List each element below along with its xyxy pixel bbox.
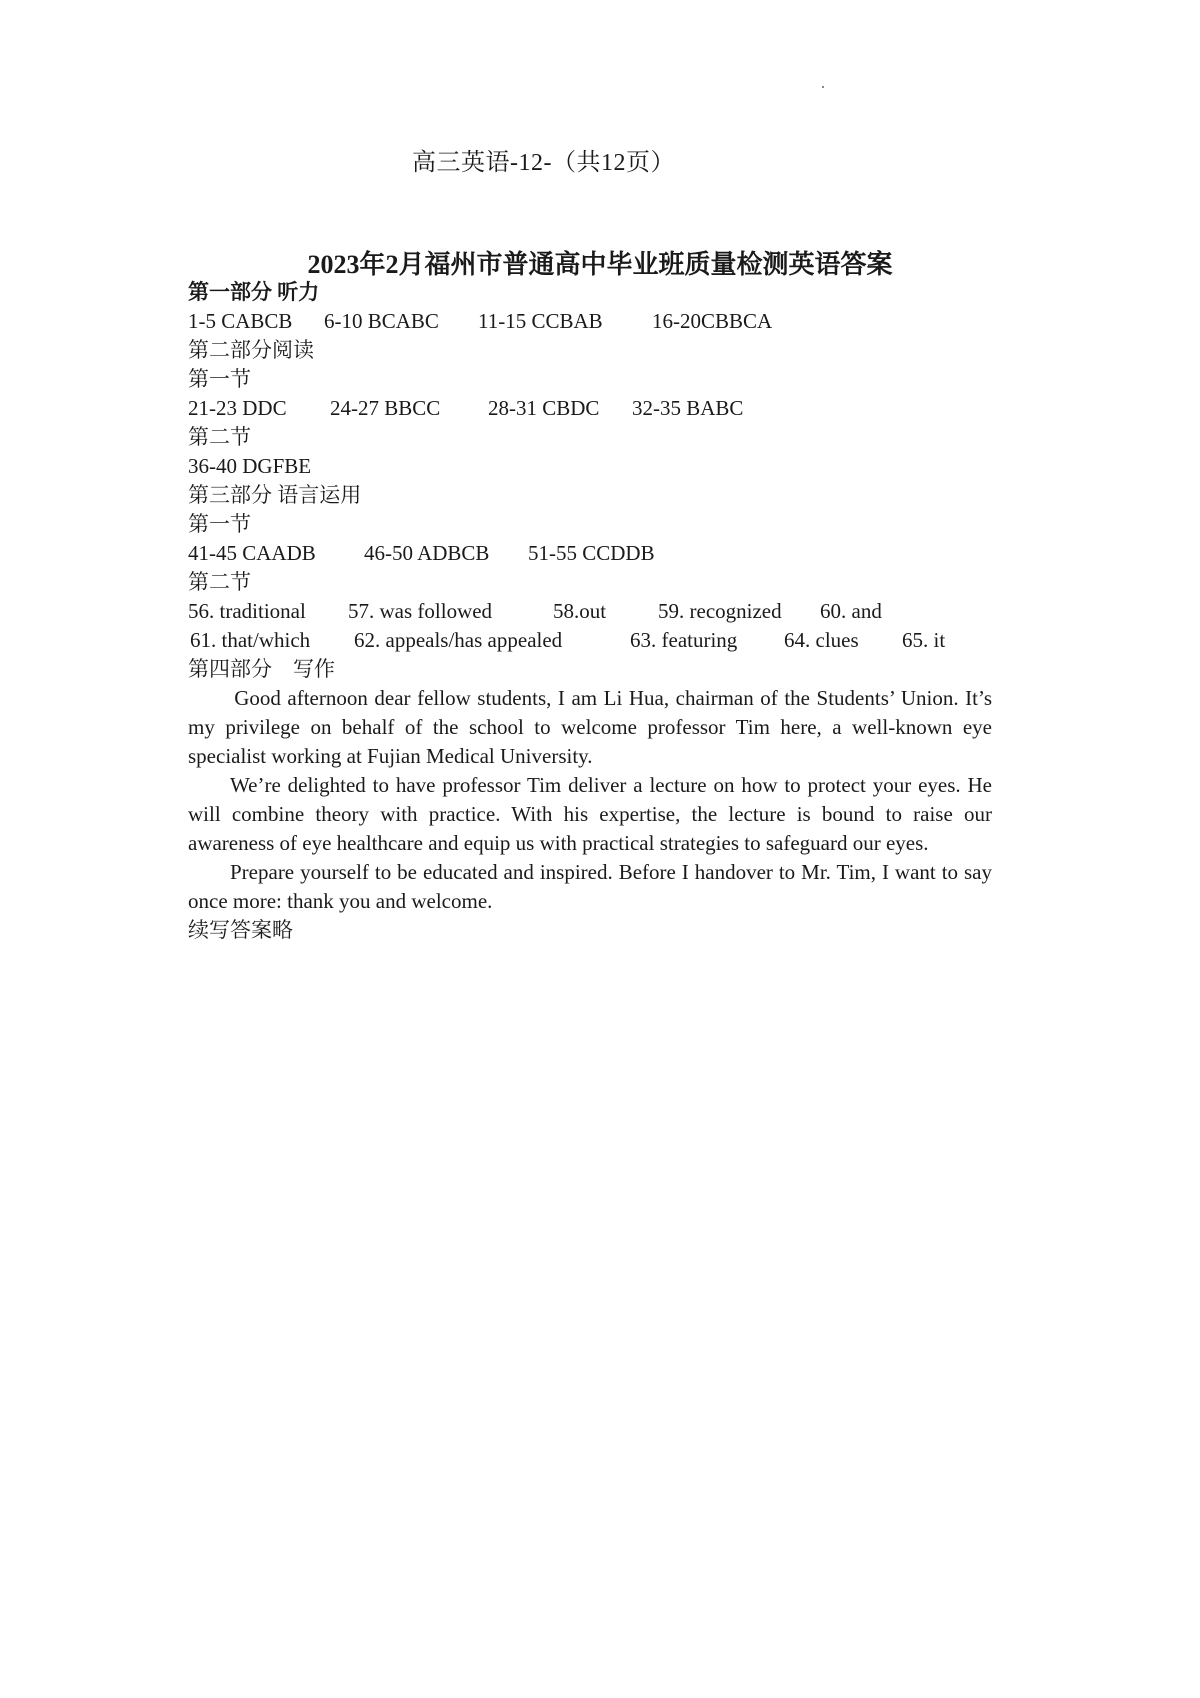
page-header: 高三英语-12-（共12页） <box>412 150 675 176</box>
answer-group: 51-55 CCDDB <box>528 541 655 565</box>
part2-heading: 第二部分阅读 <box>188 338 314 362</box>
essay-paragraph-2: We’re delighted to have professor Tim deliver a lecture on how to protect your eyes. He will combine theory with practice. With his expertise, the lecture is bound to raise our awareness of eye healthcare and equip us with practical strategies to safeguard our eyes. <box>188 773 992 855</box>
part1-heading: 第一部分 听力 <box>188 280 320 304</box>
part3-section2-heading: 第二节 <box>188 570 251 594</box>
scan-dot <box>822 86 824 88</box>
part2-section2-heading: 第二节 <box>188 425 251 449</box>
answer-item: 57. was followed <box>348 599 493 623</box>
answer-item: 64. clues <box>784 628 859 652</box>
part2-section1-answers <box>188 394 992 423</box>
answer-group: 6-10 BCABC <box>324 309 439 333</box>
document-title: 2023年2月福州市普通高中毕业班质量检测英语答案 <box>307 250 893 279</box>
part2-section1-heading: 第一节 <box>188 367 251 391</box>
essay-paragraph-3: Prepare yourself to be educated and inspired. Before I handover to Mr. Tim, I want to say once more: thank you and welcome. <box>188 860 992 913</box>
answer-group: 1-5 CABCB <box>188 309 293 333</box>
part3-section2-row2 <box>188 626 992 655</box>
answer-item: 58.out <box>553 599 607 623</box>
answer-group: 16-20CBBCA <box>652 309 773 333</box>
answer-group: 24-27 BBCC <box>330 396 441 420</box>
part3-section1-heading: 第一节 <box>188 512 251 536</box>
essay-paragraph-1: Good afternoon dear fellow students, I am Li Hua, chairman of the Students’ Union. It’s my privilege on behalf of the school to welcome professor Tim here, a well-known eye specialist working at Fujian Medical University. <box>188 686 992 768</box>
answer-item: 61. that/which <box>190 628 311 652</box>
answer-item: 56. traditional <box>188 599 306 623</box>
continuation-note: 续写答案略 <box>188 918 293 942</box>
part3-section1-answers <box>188 539 992 568</box>
part3-heading: 第三部分 语言运用 <box>188 483 362 507</box>
part1-answers <box>188 307 992 336</box>
answer-item: 60. and <box>820 599 882 623</box>
answer-group: 21-23 DDC <box>188 396 287 420</box>
answer-item: 63. featuring <box>630 628 738 652</box>
part4-heading: 第四部分 写作 <box>188 657 335 681</box>
answer-item: 62. appeals/has appealed <box>354 628 563 652</box>
answer-group: 11-15 CCBAB <box>478 309 603 333</box>
answer-content <box>188 278 992 945</box>
part2-section2-answers <box>188 452 992 481</box>
part3-section2-row1 <box>188 597 992 626</box>
answer-group: 46-50 ADBCB <box>364 541 490 565</box>
answer-group: 41-45 CAADB <box>188 541 316 565</box>
answer-group: 36-40 DGFBE <box>188 454 312 478</box>
answer-group: 28-31 CBDC <box>488 396 600 420</box>
answer-item: 59. recognized <box>658 599 782 623</box>
answer-group: 32-35 BABC <box>632 396 744 420</box>
answer-item: 65. it <box>902 628 946 652</box>
